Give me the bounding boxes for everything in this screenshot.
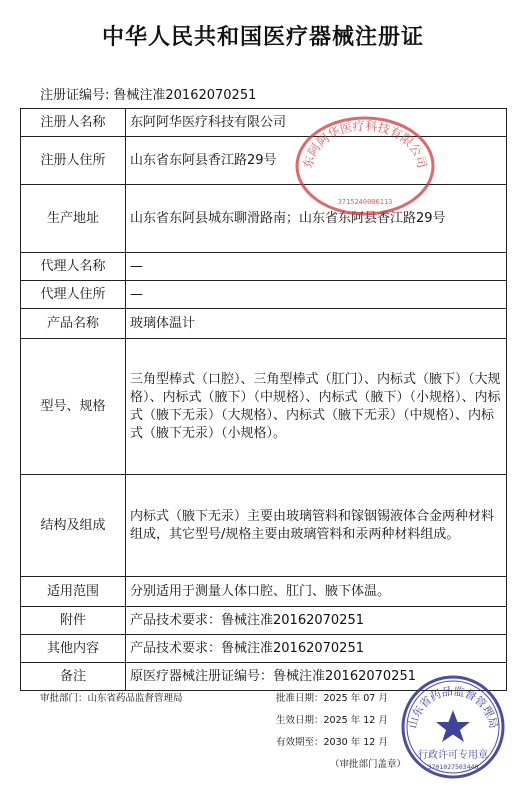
approving-authority: 审批部门：山东省药品监督管理局	[40, 693, 183, 704]
row-value-scope: 分别适用于测量人体口腔、肛门、腋下体温。	[126, 577, 507, 607]
row-value-agent-address: —	[126, 281, 507, 309]
registration-number-line	[40, 84, 256, 103]
row-key-scope: 适用范围	[21, 577, 126, 607]
registration-number-label: 注册证编号:	[40, 88, 110, 103]
table-row	[21, 281, 507, 309]
table-row	[21, 663, 507, 691]
row-value-registrant-name: 东阿阿华医疗科技有限公司	[126, 109, 507, 137]
row-value-structure: 内标式（腋下无汞）主要由玻璃管料和镓铟锡液体合金两种材料组成，其它型号/规格主要由玻璃管料和汞两种材料组成。	[126, 475, 507, 577]
table-row	[21, 635, 507, 663]
row-key-model-spec: 型号、规格	[21, 339, 126, 475]
company-seal-code: 3715240006113	[337, 198, 393, 206]
effective-date: 生效日期：2025 年 12 月	[276, 715, 388, 726]
authority-seal-code: 3701027503440	[427, 763, 479, 771]
seal-note: （审批部门盖章）	[330, 759, 407, 770]
row-key-registrant-address: 注册人住所	[21, 137, 126, 185]
row-key-remarks: 备注	[21, 663, 126, 691]
row-key-production-address: 生产地址	[21, 185, 126, 253]
registration-table	[20, 108, 507, 691]
row-value-other: 产品技术要求：鲁械注准20162070251	[126, 635, 507, 663]
row-key-other: 其他内容	[21, 635, 126, 663]
expiry-date: 有效期至：2030 年 12 月	[276, 737, 388, 748]
row-key-registrant-name: 注册人名称	[21, 109, 126, 137]
row-key-attachment: 附件	[21, 607, 126, 635]
authority-seal-text: 山东省药品监督管理局	[405, 684, 501, 730]
row-value-remarks: 原医疗器械注册证编号：鲁械注准20162070251	[126, 663, 507, 691]
row-key-agent-name: 代理人名称	[21, 253, 126, 281]
registration-number-value: 鲁械注准20162070251	[113, 88, 257, 103]
document-title: 中华人民共和国医疗器械注册证	[101, 25, 424, 50]
row-value-product-name: 玻璃体温计	[126, 309, 507, 339]
row-key-agent-address: 代理人住所	[21, 281, 126, 309]
table-row	[21, 309, 507, 339]
row-value-model-spec: 三角型棒式（口腔）、三角型棒式（肛门）、内标式（腋下）（大规格）、内标式（腋下）（中规格）、内标式（腋下）（小规格）、内标式（腋下无汞）（大规格）、内标式（腋下无汞）（中规格）、内标式（腋下无汞）（小规格）。	[126, 339, 507, 475]
row-key-product-name: 产品名称	[21, 309, 126, 339]
table-row	[21, 577, 507, 607]
table-row	[21, 475, 507, 577]
row-value-production-address: 山东省东阿县城东聊滑路南；山东省东阿县香江路29号	[126, 185, 507, 253]
row-key-structure: 结构及组成	[21, 475, 126, 577]
company-seal-text: 东阿阿华医疗科技有限公司	[300, 118, 430, 170]
table-row	[21, 109, 507, 137]
row-value-registrant-address: 山东省东阿县香江路29号	[126, 137, 507, 185]
table-row	[21, 607, 507, 635]
approval-date: 批准日期：2025 年 07 月	[276, 693, 388, 704]
authority-seal-bottom-text: 行政许可专用章	[418, 750, 488, 761]
table-row	[21, 185, 507, 253]
row-value-attachment: 产品技术要求：鲁械注准20162070251	[126, 607, 507, 635]
star-icon	[436, 710, 470, 742]
table-row	[21, 137, 507, 185]
row-value-agent-name: —	[126, 253, 507, 281]
table-row	[21, 339, 507, 475]
table-row	[21, 253, 507, 281]
